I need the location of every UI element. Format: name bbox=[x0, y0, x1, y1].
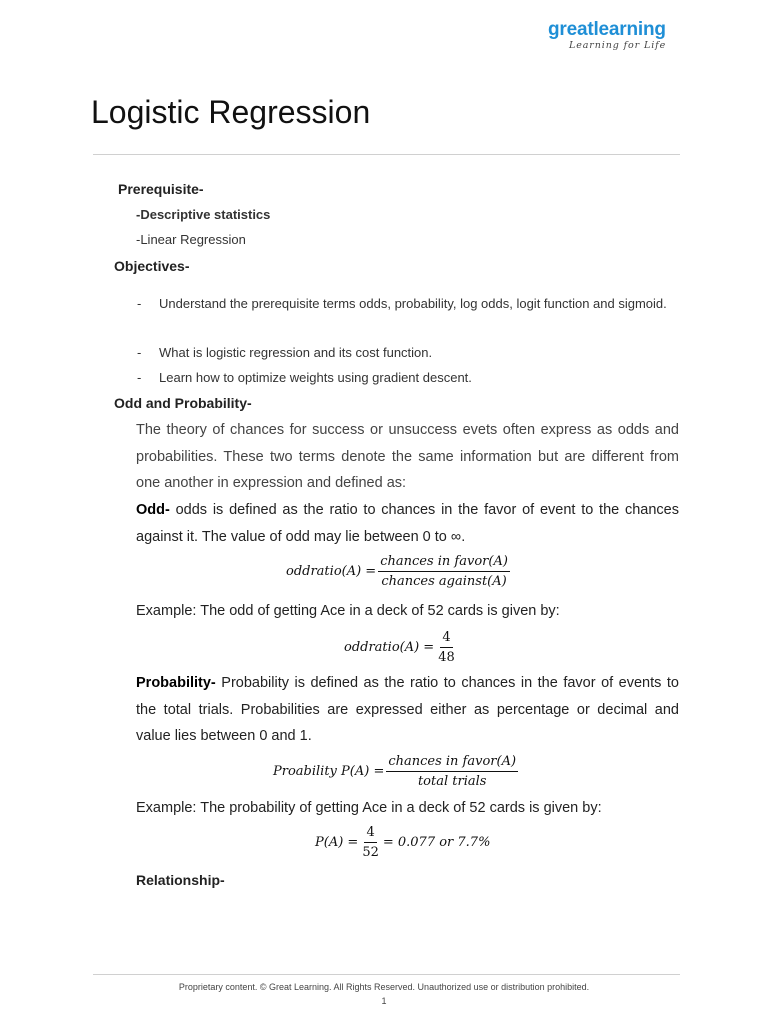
page-title: Logistic Regression bbox=[91, 94, 371, 130]
odd-probability-intro: The theory of chances for success or unsuccess evets often express as odds and probabilities. These two terms denote the same information but are different from one another in expression and defined as: bbox=[136, 422, 679, 491]
objective-item: What is logistic regression and its cost function. bbox=[159, 345, 433, 360]
fraction: $\frac{\text{chances in favor(A)}}{\text{total trials}}$ bbox=[388, 754, 517, 789]
odd-formula: oddratio(A) = $\frac{\text{chances in favor(A)}}{\text{chances against(A)}}$ bbox=[286, 554, 508, 589]
probability-formula: Proability P(A) = $\frac{\text{chances in favor(A)}}{\text{total trials}}$ bbox=[273, 754, 517, 789]
probability-example-formula: P(A) = $\frac{4}{52}$ = 0.077 or 7.7% bbox=[315, 825, 491, 860]
odd-example-formula: oddratio(A) = $\frac{4}{48}$ bbox=[344, 630, 455, 665]
prerequisite-item: -Descriptive statistics bbox=[136, 207, 271, 222]
footer-notice: Proprietary content. © Great Learning. All Rights Reserved. Unauthorized use or distribution prohibited. bbox=[178, 982, 590, 992]
objective-item: Understand the prerequisite terms odds, probability, log odds, logit function and sigmoid. bbox=[159, 296, 667, 311]
list-bullet: - bbox=[137, 296, 142, 311]
page-number: 1 bbox=[381, 996, 387, 1006]
odd-probability-heading: Odd and Probability- bbox=[114, 395, 252, 411]
title-divider bbox=[93, 154, 680, 155]
fraction: $\frac{\text{chances in favor(A)}}{\text{chances against(A)}}$ bbox=[380, 554, 508, 589]
prerequisite-heading: Prerequisite- bbox=[118, 181, 204, 197]
objectives-heading: Objectives- bbox=[114, 258, 190, 274]
list-bullet: - bbox=[137, 345, 142, 360]
brand-logo bbox=[548, 20, 666, 52]
footer-divider bbox=[93, 974, 680, 975]
objective-item: Learn how to optimize weights using gradient descent. bbox=[159, 370, 472, 385]
brand-tagline: Learning for Life bbox=[569, 40, 667, 51]
relationship-heading: Relationship- bbox=[136, 872, 225, 888]
prerequisite-item: -Linear Regression bbox=[136, 232, 246, 247]
list-bullet: - bbox=[137, 370, 142, 385]
probability-definition: Probability- Probability is defined as the ratio to chances in the favor of events to the total trials. Probabilities are expressed either as percentage or decimal and value lies between 0 and 1. bbox=[136, 675, 679, 744]
fraction: $\frac{4}{48}$ bbox=[438, 630, 455, 665]
fraction: $\frac{4}{52}$ bbox=[362, 825, 379, 860]
odd-example: Example: The odd of getting Ace in a deck of 52 cards is given by: bbox=[136, 603, 560, 619]
brand-name: greatlearning bbox=[548, 19, 666, 40]
probability-example: Example: The probability of getting Ace in a deck of 52 cards is given by: bbox=[136, 800, 602, 816]
odd-definition: Odd- odds is defined as the ratio to chances in the favor of event to the chances against it. The value of odd may lie between 0 to ∞. bbox=[136, 502, 679, 545]
